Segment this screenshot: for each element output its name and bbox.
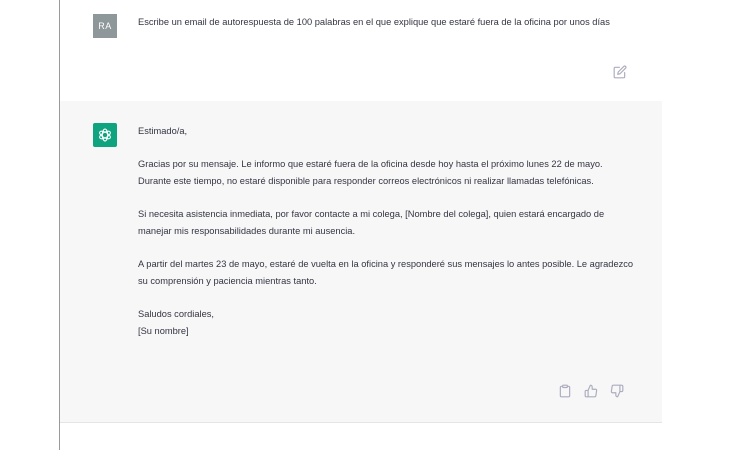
user-message-text: Escribe un email de autorespuesta de 100 palabras en el que explique que estaré fuera de la oficina por unos días <box>138 17 610 27</box>
paragraph-3: A partir del martes 23 de mayo, estaré de vuelta en la oficina y responderé sus mensajes lo antes posible. Le agradezco su comprensión y paciencia mientras tanto. <box>138 259 634 286</box>
greeting: Estimado/a, <box>138 126 188 136</box>
user-message <box>60 0 662 102</box>
closing: Saludos cordiales, <box>138 309 214 319</box>
openai-logo-icon <box>97 127 113 143</box>
thumbs-down-icon[interactable] <box>610 384 624 398</box>
assistant-avatar <box>93 123 117 147</box>
edit-icon[interactable] <box>613 65 627 79</box>
copy-icon[interactable] <box>558 384 572 398</box>
message-actions <box>558 383 624 399</box>
signature: [Su nombre] <box>138 326 189 336</box>
paragraph-2: Si necesita asistencia inmediata, por favor contacte a mi colega, [Nombre del colega], quien estará encargado de manejar mis responsabilidades durante mi ausencia. <box>138 209 605 236</box>
thumbs-up-icon[interactable] <box>584 384 598 398</box>
assistant-message-text <box>138 123 638 340</box>
conversation-thread <box>60 0 662 450</box>
paragraph-1: Gracias por su mensaje. Le informo que estaré fuera de la oficina desde hoy hasta el próximo lunes 22 de mayo. Durante este tiempo, no estaré disponible para responder correos electrónicos ni realizar llamadas telefónicas. <box>138 159 603 186</box>
user-avatar: RA <box>93 14 117 38</box>
assistant-message <box>60 101 662 423</box>
